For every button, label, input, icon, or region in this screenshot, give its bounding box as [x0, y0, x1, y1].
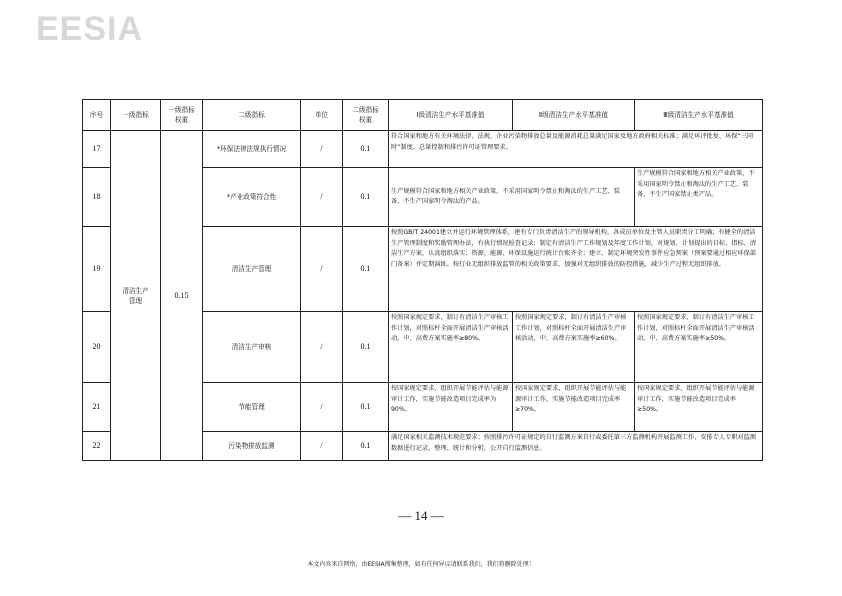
table-row [83, 131, 763, 168]
row-number: 18 [83, 168, 111, 227]
header-cell: 序号 [83, 100, 111, 131]
benchmark-all-levels: 按照GB/T 24001建立并运行环境管理体系，建有专门负责清洁生产的领导机构，各成员单位及主管人员职责分工明确；有健全的清洁生产管理制度和奖励管理办法，有执行情况检查记录；制定有清洁生产工作规划及年度工作计划，对规划、计划提出的目标、指标、清洁生产方案，认真组织落实；资源、能源、环保设施运行统计台账齐全；建立、制定环境突发性事件应急预案（预案要通过相应环保部门备案）并定期演练。按行业无组织排放监管的相关政策要求，加强对无组织排放的防控措施，减少生产过程无组织排放。 [389, 227, 763, 312]
benchmark-level-3: 按国家规定要求，组织开展节能评估与能源审计工作，实施节能改造项目完成率≥50%。 [635, 383, 763, 432]
benchmark-all-levels: 符合国家和地方有关环境法律、法规，企业污染物排放总量及能源消耗总量满足国家及地方政府相关标准；满足环评批复、环保“三同时”制度、总量控制和排污许可证管理要求。 [389, 131, 763, 168]
secondary-indicator: 污染物排放监测 [203, 432, 301, 461]
indicator-table [82, 99, 763, 461]
unit: / [301, 131, 343, 168]
secondary-weight: 0.1 [343, 227, 389, 312]
benchmark-all-levels: 满足国家相关监测技术规范要求；按照排污许可证规定的自行监测方案自行或委托第三方监测机构开展监测工作，安排专人专职对监测数据进行记录、整理、统计和分析，公开自行监测信息。 [389, 432, 763, 461]
row-number: 17 [83, 131, 111, 168]
row-number: 21 [83, 383, 111, 432]
secondary-indicator: 清洁生产审核 [203, 312, 301, 383]
header-cell: 一级指标 权重 [161, 100, 203, 131]
unit: / [301, 227, 343, 312]
secondary-weight: 0.1 [343, 432, 389, 461]
benchmark-level-1-2: 生产规模符合国家和地方相关产业政策，不采用国家明令禁止和淘汰的生产工艺、装备，不生产国家明令淘汰的产品。 [389, 168, 635, 227]
header-cell: Ⅱ级清洁生产水平基准值 [513, 100, 635, 131]
primary-indicator: 清洁生产 管理 [111, 131, 161, 461]
unit: / [301, 432, 343, 461]
benchmark-level-2: 按照国家规定要求，制订有清洁生产审核工作计划，对照标杆全面开展清洁生产审核活动，中、高费方案实施率≥60%。 [513, 312, 635, 383]
header-cell: 一级指标 [111, 100, 161, 131]
secondary-indicator: 清洁生产管理 [203, 227, 301, 312]
header-cell: Ⅲ级清洁生产水平基准值 [635, 100, 763, 131]
benchmark-level-1: 按照国家规定要求，制订有清洁生产审核工作计划，对照标杆全面开展清洁生产审核活动，中、高费方案实施率≥80%。 [389, 312, 513, 383]
row-number: 19 [83, 227, 111, 312]
unit: / [301, 168, 343, 227]
secondary-weight: 0.1 [343, 131, 389, 168]
secondary-indicator: 节能管理 [203, 383, 301, 432]
benchmark-level-3: 生产规模符合国家和地方相关产业政策，不采用国家明令禁止和淘汰的生产工艺、装备，不生产国家禁止类产品。 [635, 168, 763, 227]
secondary-indicator: *环保法律法规执行情况 [203, 131, 301, 168]
secondary-weight: 0.1 [343, 383, 389, 432]
benchmark-level-3: 按照国家规定要求，制订有清洁生产审核工作计划，对照标杆全面开展清洁生产审核活动，中、高费方案实施率≥50%。 [635, 312, 763, 383]
secondary-weight: 0.1 [343, 168, 389, 227]
header-cell: Ⅰ级清洁生产水平基准值 [389, 100, 513, 131]
unit: / [301, 312, 343, 383]
page-number: — 14 — [398, 508, 444, 523]
footer-disclaimer: 本文内容来自网络，由EESIA搜集整理，如有任何异议请联系我们，我们将删除处理！ [307, 561, 535, 568]
benchmark-level-2: 按国家规定要求，组织开展节能评估与能源审计工作，实施节能改造项目完成率≥70%。 [513, 383, 635, 432]
header-cell: 二级指标 权重 [343, 100, 389, 131]
eesia-logo: EESIA [36, 10, 144, 48]
unit: / [301, 383, 343, 432]
row-number: 20 [83, 312, 111, 383]
secondary-indicator: *产业政策符合性 [203, 168, 301, 227]
header-cell: 单位 [301, 100, 343, 131]
secondary-weight: 0.1 [343, 312, 389, 383]
header-cell: 二级指标 [203, 100, 301, 131]
primary-weight: 0.15 [161, 131, 203, 461]
table-header-row [83, 100, 763, 131]
row-number: 22 [83, 432, 111, 461]
benchmark-level-1: 按国家规定要求，组织开展节能评估与能源审计工作，实施节能改造项目完成率为90%。 [389, 383, 513, 432]
